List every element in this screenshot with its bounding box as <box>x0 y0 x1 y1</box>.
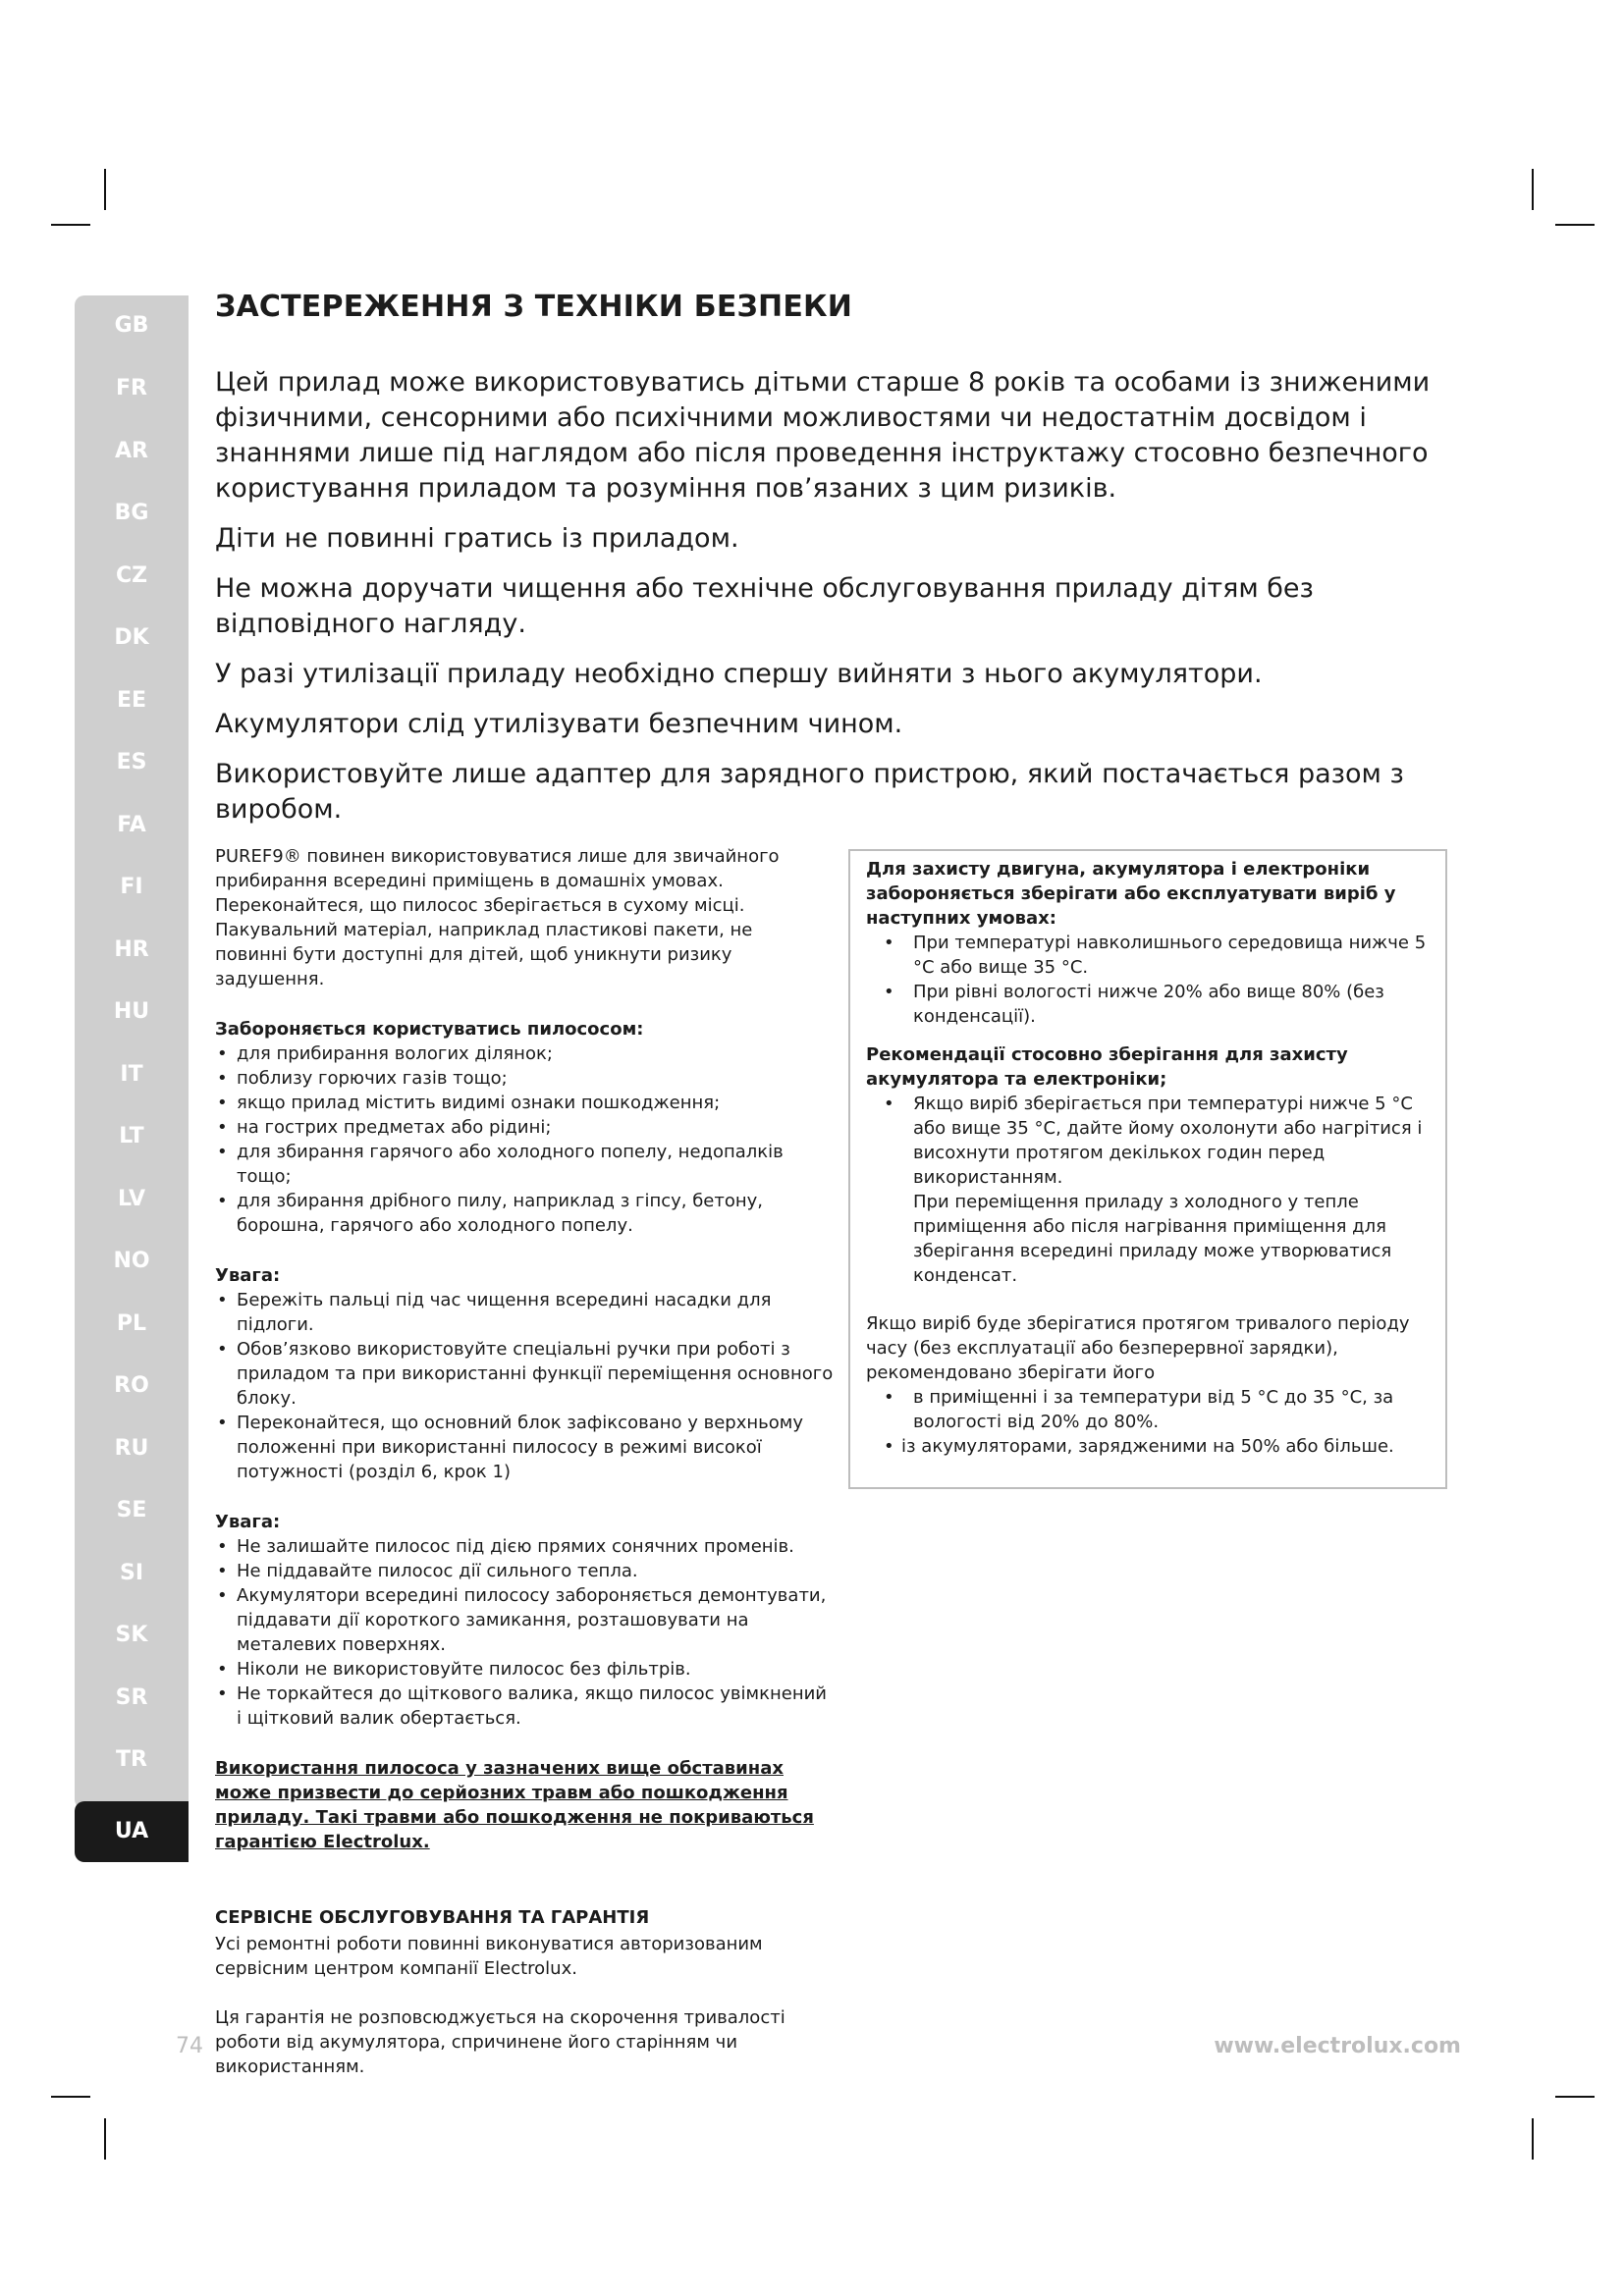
list-item: • При температурі навколишнього середовища нижче 5 °C або вище 35 °C. <box>866 931 1432 980</box>
page-number: 74 <box>176 2034 203 2058</box>
list-item: • Переконайтеся, що основний блок зафіксовано у верхньому положенні при використанні пилососу в режимі високої потужності (розділ 6, крок 1) <box>215 1411 834 1484</box>
storage-recommendations-list <box>866 1092 1432 1190</box>
list-item: • При рівні вологості нижче 20% або вище 80% (без конденсації). <box>866 980 1432 1029</box>
list-item: • Акумулятори всередині пилососу забороняється демонтувати, піддавати дії короткого замикання, розташовувати на металевих поверхнях. <box>215 1583 834 1657</box>
language-tab-es[interactable]: ES <box>116 750 147 774</box>
list-item: • поблизу горючих газів тощо; <box>215 1066 834 1091</box>
intro-paragraph: У разі утилізації приладу необхідно спершу вийняти з нього акумулятори. <box>215 659 1263 689</box>
list-item: • на гострих предметах або рідині; <box>215 1115 834 1140</box>
service-paragraph: Усі ремонтні роботи повинні виконуватися авторизованим сервісним центром компанії Electrolux. <box>215 1934 763 1979</box>
language-tab-ar[interactable]: AR <box>115 439 148 463</box>
caution-title: Увага: <box>215 1512 281 1532</box>
intro-paragraph: Акумулятори слід утилізувати безпечним чином. <box>215 709 903 739</box>
list-item: • Бережіть пальці під час чищення всередині насадки для підлоги. <box>215 1288 834 1337</box>
list-item: • Не піддавайте пилосос дії сильного тепла. <box>215 1559 834 1583</box>
warranty-warning: Використання пилососа у зазначених вище обставинах може призвести до серйозних травм або пошкодження приладу. Такі травми або пошкодження не покриваються гарантією Electrolux. <box>215 1758 814 1852</box>
usage-paragraph: PUREF9® повинен використовуватися лише для звичайного прибирання всередині приміщень в домашніх умовах. Переконайтеся, що пилосос зберігається в сухому місці. Пакувальний матеріал, наприклад пластикові пакети, не повинні бути доступні для дітей, щоб уникнути ризику задушення. <box>215 846 780 989</box>
intro-paragraph: Цей прилад може використовуватись дітьми старше 8 років та особами із зниженими фізичними, сенсорними або психічними можливостями чи недостатнім досвідом і знаннями лише під наглядом або після проведення інструктажу стосовно безпечного користування приладом та розуміння пов’язаних з цим ризиків. <box>215 367 1431 504</box>
crop-mark <box>1532 2118 1534 2160</box>
language-tab-hr[interactable]: HR <box>114 937 149 962</box>
list-item: • Обов’язково використовуйте спеціальні ручки при роботі з приладом та при використанні функції переміщення основного блоку. <box>215 1337 834 1411</box>
language-tab-ro[interactable]: RO <box>114 1373 149 1398</box>
service-title: СЕРВІСНЕ ОБСЛУГОВУВАННЯ ТА ГАРАНТІЯ <box>215 1907 650 1928</box>
safety-intro <box>215 365 1491 842</box>
caution-list <box>215 1288 834 1484</box>
website-url[interactable]: www.electrolux.com <box>1214 2034 1461 2058</box>
language-tab-tr[interactable]: TR <box>116 1747 147 1772</box>
service-paragraph: Ця гарантія не розповсюджується на скорочення тривалості роботи від акумулятора, спричинене його старінням чи використанням. <box>215 2007 785 2077</box>
language-tab-pl[interactable]: PL <box>116 1311 147 1336</box>
language-tab-sr[interactable]: SR <box>115 1685 148 1710</box>
language-tab-sk[interactable]: SK <box>115 1623 148 1647</box>
crop-mark <box>104 169 106 210</box>
storage-info-box <box>848 849 1447 1489</box>
language-tab-ru[interactable]: RU <box>114 1436 149 1461</box>
long-storage-list <box>866 1385 1432 1459</box>
language-tab-fr[interactable]: FR <box>116 376 147 400</box>
language-tab-hu[interactable]: HU <box>113 999 150 1024</box>
storage-conditions-list <box>866 931 1432 1029</box>
list-item: • із акумуляторами, зарядженими на 50% або більше. <box>866 1434 1432 1459</box>
language-tab-se[interactable]: SE <box>116 1498 147 1522</box>
language-tab-dk[interactable]: DK <box>114 625 149 650</box>
caution-list <box>215 1534 834 1731</box>
language-tab-ua-active[interactable]: UA <box>75 1801 189 1862</box>
page-title: ЗАСТЕРЕЖЕННЯ З ТЕХНІКИ БЕЗПЕКИ <box>215 290 853 324</box>
caution-title: Увага: <box>215 1265 281 1286</box>
language-tab-no[interactable]: NO <box>113 1249 150 1273</box>
crop-mark <box>51 224 90 226</box>
list-item: • Якщо виріб зберігається при температурі нижче 5 °C або вище 35 °C, дайте йому охолонути або нагрітися і висохнути протягом декількох годин перед використанням. <box>866 1092 1432 1190</box>
list-item: • для збирання гарячого або холодного попелу, недопалків тощо; <box>215 1140 834 1189</box>
language-tab-it[interactable]: IT <box>120 1062 143 1087</box>
left-column <box>215 844 834 2079</box>
language-tab-lv[interactable]: LV <box>117 1187 145 1211</box>
intro-paragraph: Не можна доручати чищення або технічне обслуговування приладу дітям без відповідного нагляду. <box>215 573 1314 639</box>
crop-mark <box>1532 169 1534 210</box>
language-tab-cz[interactable]: CZ <box>115 563 148 588</box>
crop-mark <box>1555 2096 1595 2098</box>
intro-paragraph: Використовуйте лише адаптер для зарядного пристрою, який постачається разом з виробом. <box>215 759 1404 825</box>
storage-conditions-title: Для захисту двигуна, акумулятора і електроніки забороняється зберігати або експлуатувати виріб у наступних умовах: <box>866 859 1396 929</box>
language-tab-lt[interactable]: LT <box>119 1124 144 1148</box>
language-tab-gb[interactable]: GB <box>114 313 149 338</box>
condensation-note: При переміщення приладу з холодного у тепле приміщення або після нагрівання приміщення для зберігання всередині приладу може утворюватися конденсат. <box>913 1192 1392 1286</box>
language-tab-bg[interactable]: BG <box>114 501 149 525</box>
storage-recommendations-title: Рекомендації стосовно зберігання для захисту акумулятора та електроніки; <box>866 1044 1348 1090</box>
language-tab-fi[interactable]: FI <box>120 875 143 899</box>
prohibited-title: Забороняється користуватись пилососом: <box>215 1019 644 1040</box>
list-item: • Не торкайтеся до щіткового валика, якщо пилосос увімкнений і щітковий валик обертається. <box>215 1682 834 1731</box>
language-tab-ee[interactable]: EE <box>116 688 147 713</box>
list-item: • для збирання дрібного пилу, наприклад з гіпсу, бетону, борошна, гарячого або холодного попелу. <box>215 1189 834 1238</box>
list-item: • Не залишайте пилосос під дією прямих сонячних променів. <box>215 1534 834 1559</box>
language-tab-si[interactable]: SI <box>119 1561 144 1585</box>
list-item: • якщо прилад містить видимі ознаки пошкодження; <box>215 1091 834 1115</box>
language-tab-fa[interactable]: FA <box>117 813 146 837</box>
crop-mark <box>104 2118 106 2160</box>
crop-mark <box>1555 224 1595 226</box>
list-item: • в приміщенні і за температури від 5 °C до 35 °C, за вологості від 20% до 80%. <box>866 1385 1432 1434</box>
prohibited-list <box>215 1041 834 1238</box>
long-storage-paragraph: Якщо виріб буде зберігатися протягом тривалого періоду часу (без експлуатації або безперервної зарядки), рекомендовано зберігати його <box>866 1313 1410 1383</box>
list-item: • Ніколи не використовуйте пилосос без фільтрів. <box>215 1657 834 1682</box>
intro-paragraph: Діти не повинні гратись із приладом. <box>215 523 739 554</box>
list-item: • для прибирання вологих ділянок; <box>215 1041 834 1066</box>
crop-mark <box>51 2096 90 2098</box>
